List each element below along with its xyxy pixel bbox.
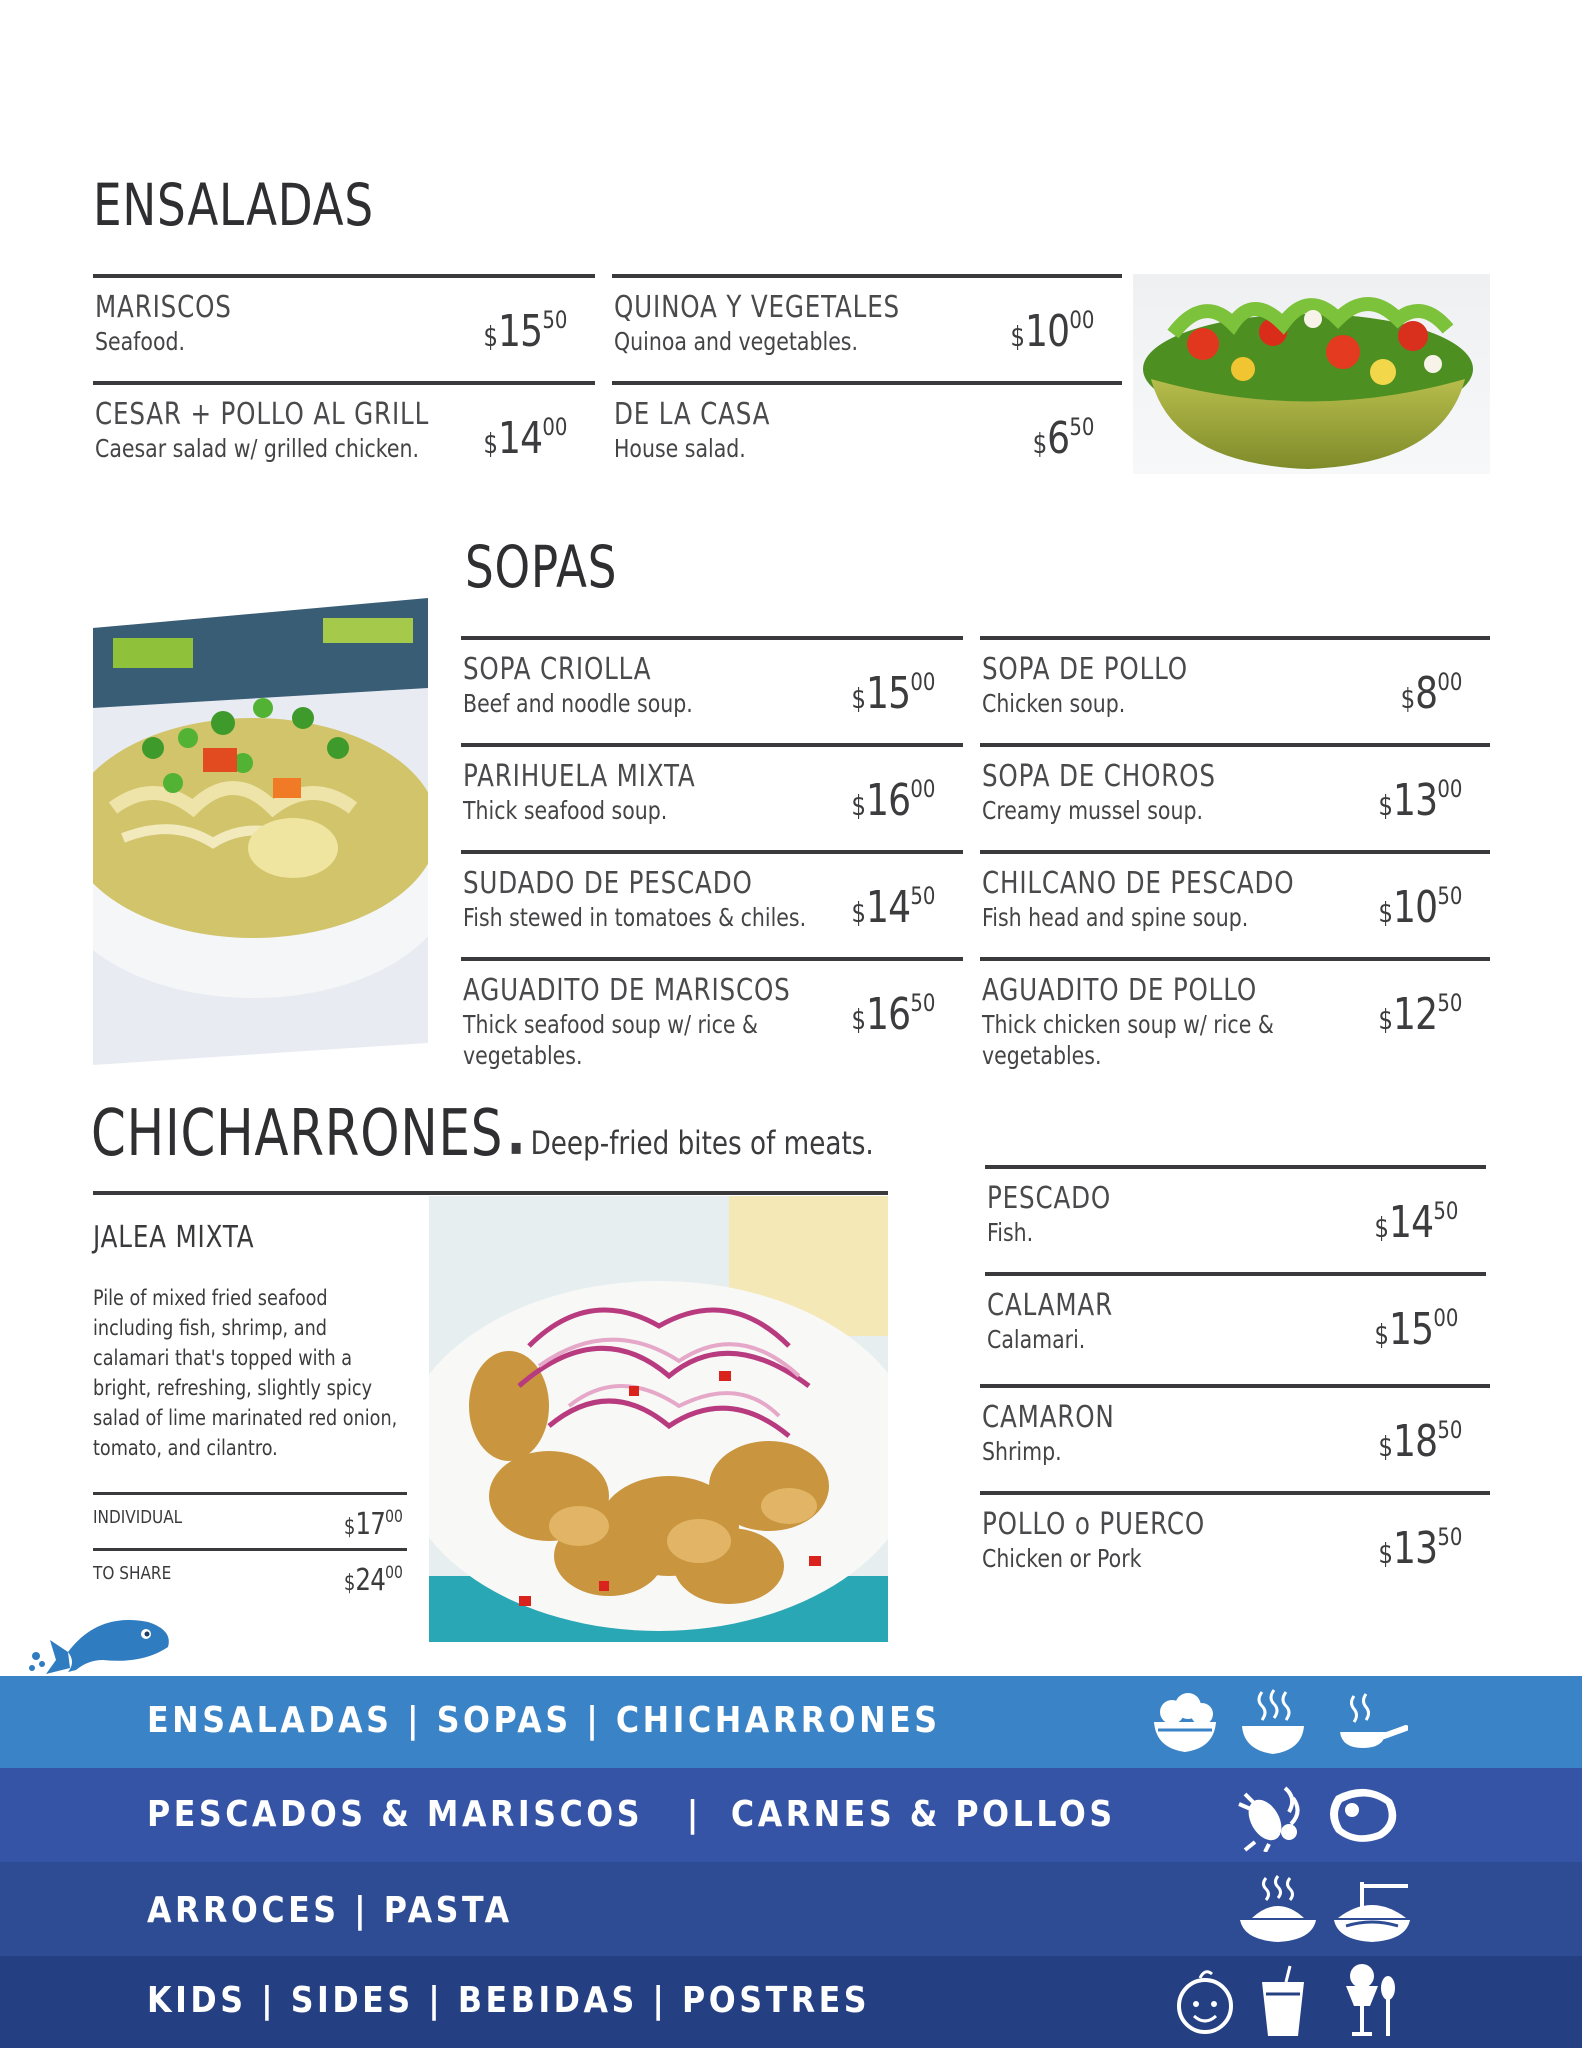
item-price [1378, 989, 1462, 1040]
price-currency: $ [1374, 1318, 1389, 1351]
price-currency: $ [851, 896, 866, 929]
price-dollars: 14 [1388, 1197, 1433, 1248]
menu-item[interactable] [93, 381, 595, 487]
featured-item-description: Pile of mixed fried seafood including fish, shrimp, and calamari that's topped with a bright, refreshing, slightly spicy salad of lime marinated red onion, tomato, and cilantro. [93, 1286, 398, 1460]
item-name: SOPA DE CHOROS [982, 759, 1216, 794]
item-price [1010, 306, 1094, 357]
item-description: Seafood. [95, 327, 186, 356]
subtitle-bullet: ▪ [510, 1135, 523, 1160]
price-cents: 00 [385, 1507, 403, 1527]
price-cents: 00 [385, 1563, 403, 1583]
section-title-ensaladas: ENSALADAS [93, 171, 374, 239]
item-price [851, 775, 935, 826]
option-label: INDIVIDUAL [93, 1507, 183, 1528]
menu-item[interactable] [985, 1272, 1486, 1382]
price-dollars: 15 [497, 306, 542, 357]
item-description: Thick seafood soup w/ rice & vegetables. [463, 1010, 759, 1070]
item-name: POLLO o PUERCO [982, 1507, 1206, 1542]
featured-item[interactable] [93, 1220, 423, 1463]
menu-item[interactable] [461, 850, 963, 956]
price-currency: $ [1374, 1211, 1389, 1244]
item-name: AGUADITO DE POLLO [982, 973, 1258, 1008]
price-currency: $ [851, 682, 866, 715]
item-description: Fish head and spine soup. [982, 903, 1249, 932]
soup-bowl-icon [1240, 1688, 1306, 1761]
price-cents: 50 [1436, 1523, 1462, 1551]
price-currency: $ [1400, 682, 1415, 715]
price-option-row[interactable] [93, 1548, 407, 1604]
price-currency: $ [851, 1003, 866, 1036]
item-name: CESAR + POLLO AL GRILL [95, 397, 430, 432]
item-name: SOPA CRIOLLA [463, 652, 652, 687]
price-cents: 00 [1436, 668, 1462, 696]
item-name: DE LA CASA [614, 397, 771, 432]
item-name: MARISCOS [95, 290, 232, 325]
price-currency: $ [1010, 320, 1025, 353]
item-name: PESCADO [987, 1181, 1112, 1216]
pasta-icon [1332, 1878, 1412, 1949]
item-description: Fish stewed in tomatoes & chiles. [463, 903, 807, 932]
menu-item[interactable] [980, 1491, 1490, 1597]
item-description: Thick seafood soup. [463, 796, 668, 825]
section-subtitle [510, 1124, 874, 1162]
item-price [1378, 775, 1462, 826]
menu-item[interactable] [461, 957, 963, 1077]
item-description: Chicken soup. [982, 689, 1126, 718]
price-currency: $ [483, 427, 498, 460]
option-price [344, 1507, 403, 1542]
price-dollars: 6 [1046, 413, 1069, 464]
price-cents: 50 [1068, 413, 1094, 441]
price-cents: 00 [1432, 1304, 1458, 1332]
section-title-sopas: SOPAS [465, 533, 618, 601]
price-currency: $ [851, 789, 866, 822]
item-price [1032, 413, 1094, 464]
price-cents: 00 [909, 668, 935, 696]
nav-band-kids[interactable] [0, 1956, 1582, 2048]
price-cents: 50 [1436, 882, 1462, 910]
item-description: Thick chicken soup w/ rice & vegetables. [982, 1010, 1274, 1070]
price-currency: $ [483, 320, 498, 353]
price-cents: 50 [541, 306, 567, 334]
price-dollars: 17 [355, 1507, 386, 1542]
item-price [1378, 1523, 1462, 1574]
featured-item-name: JALEA MIXTA [93, 1220, 255, 1255]
item-name: CHILCANO DE PESCADO [982, 866, 1295, 901]
price-dollars: 14 [497, 413, 542, 464]
item-description: House salad. [614, 434, 746, 463]
price-currency: $ [1378, 1003, 1393, 1036]
nav-link-ensaladas-sopas-chicharrones[interactable]: ENSALADAS | SOPAS | CHICHARRONES [147, 1700, 941, 1741]
price-cents: 50 [909, 882, 935, 910]
menu-item[interactable] [93, 274, 595, 380]
menu-item[interactable] [612, 274, 1122, 380]
price-option-row[interactable] [93, 1492, 407, 1548]
item-name: SOPA DE POLLO [982, 652, 1188, 687]
price-dollars: 16 [865, 775, 910, 826]
nav-link-arroces-pasta[interactable]: ARROCES | PASTA [147, 1890, 513, 1931]
menu-item[interactable] [612, 381, 1122, 487]
price-currency: $ [1378, 1537, 1393, 1570]
item-price [1378, 882, 1462, 933]
price-dollars: 16 [865, 989, 910, 1040]
item-description: Creamy mussel soup. [982, 796, 1203, 825]
price-cents: 00 [541, 413, 567, 441]
price-dollars: 10 [1024, 306, 1069, 357]
salad-photo [1133, 274, 1490, 474]
kids-face-icon [1172, 1964, 1238, 2041]
item-name: SUDADO DE PESCADO [463, 866, 753, 901]
item-description: Caesar salad w/ grilled chicken. [95, 434, 420, 463]
nav-band-arroces[interactable] [0, 1862, 1582, 1956]
item-price [851, 882, 935, 933]
price-dollars: 8 [1414, 668, 1437, 719]
price-dollars: 18 [1392, 1416, 1437, 1467]
item-name: AGUADITO DE MARISCOS [463, 973, 791, 1008]
price-dollars: 24 [355, 1563, 386, 1598]
drink-cup-icon [1258, 1964, 1308, 2045]
menu-item[interactable] [461, 743, 963, 849]
price-dollars: 14 [865, 882, 910, 933]
nav-band-ensaladas[interactable] [0, 1676, 1582, 1768]
nav-link-kids-sides-bebidas-postres[interactable]: KIDS | SIDES | BEBIDAS | POSTRES [147, 1980, 871, 2021]
item-description: Fish. [987, 1218, 1034, 1247]
price-cents: 50 [1432, 1197, 1458, 1225]
price-cents: 00 [1068, 306, 1094, 334]
item-name: PARIHUELA MIXTA [463, 759, 696, 794]
price-currency: $ [344, 1571, 356, 1596]
item-price [851, 989, 935, 1040]
item-description: Shrimp. [982, 1437, 1062, 1466]
subtitle-text: Deep-fried bites of meats. [530, 1124, 874, 1162]
price-dollars: 12 [1392, 989, 1437, 1040]
item-description: Quinoa and vegetables. [614, 327, 859, 356]
section-title-chicharrones: CHICHARRONES [91, 1097, 504, 1171]
divider [93, 1191, 888, 1195]
frying-pan-icon [1338, 1690, 1408, 1761]
item-price [483, 306, 567, 357]
nav-link-pescados-carnes[interactable]: PESCADOS & MARISCOS | CARNES & POLLOS [147, 1794, 1116, 1835]
salad-bowl-icon [1150, 1690, 1220, 1761]
item-price [1378, 1416, 1462, 1467]
price-cents: 00 [1436, 775, 1462, 803]
option-label: TO SHARE [93, 1563, 172, 1584]
price-dollars: 10 [1392, 882, 1437, 933]
price-dollars: 13 [1392, 775, 1437, 826]
item-name: CALAMAR [987, 1288, 1113, 1323]
item-price [1400, 668, 1462, 719]
jalea-mixta-photo [429, 1196, 888, 1642]
steak-icon [1326, 1784, 1400, 1851]
price-currency: $ [344, 1515, 356, 1540]
fish-logo-icon [28, 1612, 173, 1679]
seafood-icon [1235, 1780, 1307, 1857]
menu-item[interactable] [980, 636, 1490, 742]
item-price [1374, 1304, 1458, 1355]
menu-item[interactable] [980, 850, 1490, 956]
menu-item[interactable] [980, 743, 1490, 849]
price-cents: 50 [1436, 989, 1462, 1017]
item-description: Calamari. [987, 1325, 1086, 1354]
nav-band-pescados[interactable] [0, 1768, 1582, 1862]
item-description: Beef and noodle soup. [463, 689, 693, 718]
price-currency: $ [1378, 789, 1393, 822]
item-price [851, 668, 935, 719]
menu-item[interactable] [985, 1165, 1486, 1271]
price-cents: 00 [909, 775, 935, 803]
price-cents: 50 [909, 989, 935, 1017]
price-currency: $ [1378, 896, 1393, 929]
item-name: QUINOA Y VEGETALES [614, 290, 901, 325]
item-price [1374, 1197, 1458, 1248]
price-cents: 50 [1436, 1416, 1462, 1444]
dessert-icon [1342, 1962, 1398, 2045]
menu-item[interactable] [461, 636, 963, 742]
menu-item[interactable] [980, 957, 1490, 1077]
item-name: CAMARON [982, 1400, 1115, 1435]
price-dollars: 13 [1392, 1523, 1437, 1574]
item-price [483, 413, 567, 464]
price-currency: $ [1378, 1430, 1393, 1463]
rice-dish-icon [1238, 1874, 1318, 1951]
menu-item[interactable] [980, 1384, 1490, 1490]
soup-photo [93, 598, 428, 1065]
item-description: Chicken or Pork [982, 1544, 1142, 1573]
price-currency: $ [1032, 427, 1047, 460]
option-price [344, 1563, 403, 1598]
price-dollars: 15 [1388, 1304, 1433, 1355]
price-dollars: 15 [865, 668, 910, 719]
